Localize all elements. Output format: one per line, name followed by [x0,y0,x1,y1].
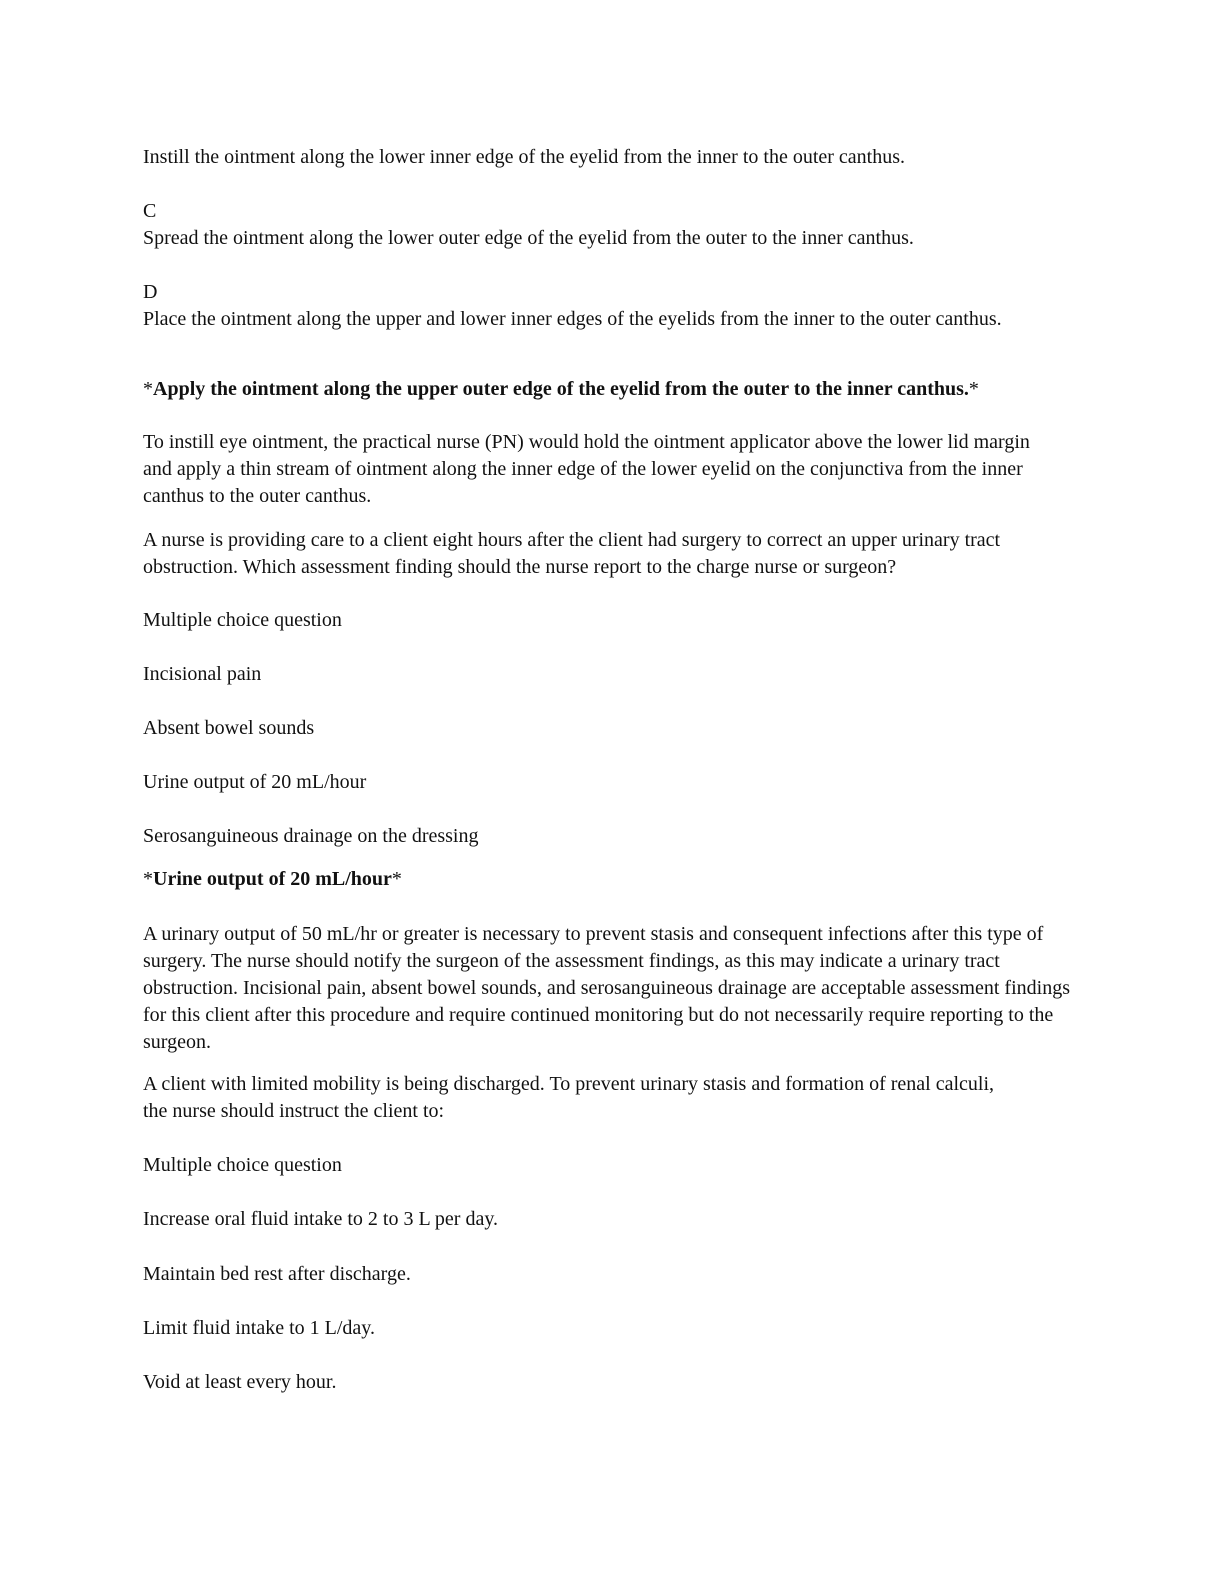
q3-option-c: Limit fluid intake to 1 L/day. [143,1317,375,1339]
q1-option-d-letter: D [143,281,158,303]
answer-marker-close: * [391,868,402,890]
q3-type-label: Multiple choice question [143,1154,342,1176]
q3-option-d: Void at least every hour. [143,1371,337,1393]
q2-option-b: Absent bowel sounds [143,717,315,739]
q2-option-c: Urine output of 20 mL/hour [143,771,367,793]
q3-option-a: Increase oral fluid intake to 2 to 3 L per day. [143,1208,499,1230]
q1-answer [143,376,1078,403]
q1-option-c-text: Spread the ointment along the lower outer edge of the eyelid from the outer to the inner canthus. [143,227,914,249]
q2-stem: A nurse is providing care to a client eight hours after the client had surgery to correct an upper urinary tract obstruction. Which assessment finding should the nurse report to the charge nurse or surgeon? [143,529,1001,578]
q3-option-b: Maintain bed rest after discharge. [143,1263,411,1285]
answer-marker-open: * [143,378,153,400]
q1-option-c-letter: C [143,200,157,222]
q2-rationale: A urinary output of 50 mL/hr or greater is necessary to prevent stasis and consequent infections after this type of surgery. The nurse should notify the surgeon of the assessment findings, as this may indicate a urinary tract obstruction. Incisional pain, absent bowel sounds, and serosanguineous drainage are acceptable assessment findings for this client after this procedure and require continued monitoring but do not necessarily require reporting to the surgeon. [143,923,1070,1053]
q2-option-a: Incisional pain [143,663,262,685]
q2-answer-text: Urine output of 20 mL/hour [153,868,392,890]
q2-option-d: Serosanguineous drainage on the dressing [143,825,479,847]
q2-answer [143,866,1078,893]
answer-marker-close: * [968,378,979,400]
q1-answer-text: Apply the ointment along the upper outer edge of the eyelid from the outer to the inner canthus. [153,378,969,400]
q1-option-d-text: Place the ointment along the upper and lower inner edges of the eyelids from the inner to the outer canthus. [143,308,1002,330]
q3-stem: A client with limited mobility is being discharged. To prevent urinary stasis and formation of renal calculi, the nurse should instruct the client to: [143,1073,995,1122]
answer-marker-open: * [143,868,153,890]
q2-type-label: Multiple choice question [143,609,342,631]
q1-rationale: To instill eye ointment, the practical nurse (PN) would hold the ointment applicator above the lower lid margin and apply a thin stream of ointment along the inner edge of the lower eyelid on the conjunctiva from the inner canthus to the outer canthus. [143,431,1030,507]
q1-option-b-text: Instill the ointment along the lower inner edge of the eyelid from the inner to the outer canthus. [143,146,906,168]
